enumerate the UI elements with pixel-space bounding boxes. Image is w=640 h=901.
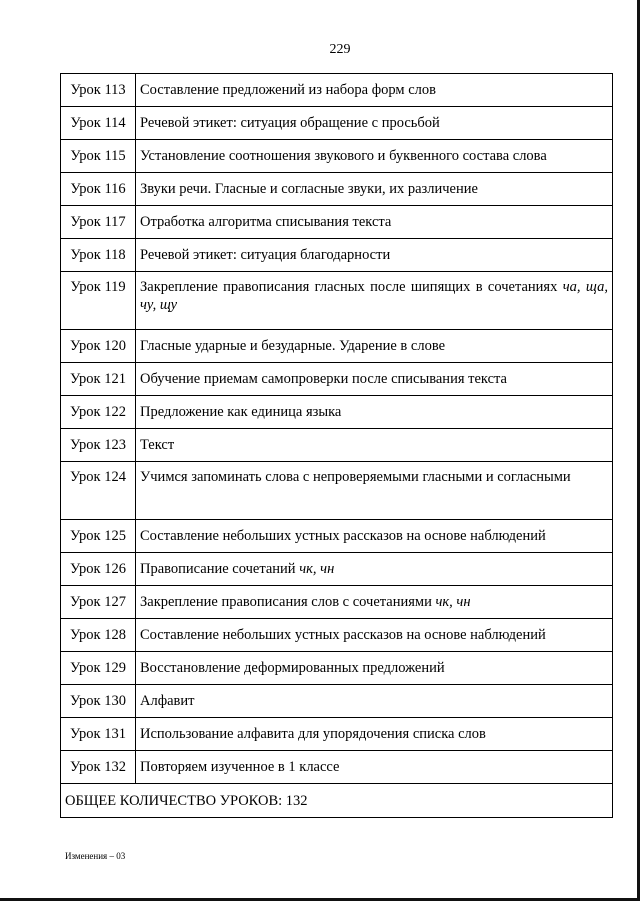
table-row <box>61 553 613 586</box>
lesson-topic: Составление предложений из набора форм слов <box>136 74 613 107</box>
table-row <box>61 685 613 718</box>
lesson-topic: Речевой этикет: ситуация обращение с просьбой <box>136 107 613 140</box>
lesson-number: Урок 126 <box>61 553 136 586</box>
table-row <box>61 396 613 429</box>
lesson-topic: Восстановление деформированных предложений <box>136 652 613 685</box>
table-row <box>61 718 613 751</box>
table-row <box>61 619 613 652</box>
lesson-topic <box>136 586 613 619</box>
table-row <box>61 429 613 462</box>
lesson-topic-text: Закрепление правописания слов с сочетаниями <box>140 594 432 610</box>
total-row <box>61 784 613 818</box>
lesson-number: Урок 117 <box>61 206 136 239</box>
lesson-topic: Составление небольших устных рассказов на основе наблюдений <box>136 619 613 652</box>
lesson-topic: Учимся запоминать слова с непроверяемыми гласными и согласными <box>136 462 613 520</box>
lesson-topic <box>136 553 613 586</box>
lesson-topic: Обучение приемам самопроверки после списывания текста <box>136 363 613 396</box>
lesson-topic-text: Закрепление правописания гласных после шипящих в сочетаниях <box>140 279 558 295</box>
table-row <box>61 239 613 272</box>
lesson-topic: Отработка алгоритма списывания текста <box>136 206 613 239</box>
table-row <box>61 520 613 553</box>
lesson-topic: Текст <box>136 429 613 462</box>
table-row <box>61 140 613 173</box>
lesson-topic-italic: чк, чн <box>299 561 335 577</box>
lesson-topic <box>136 272 613 330</box>
lesson-number: Урок 130 <box>61 685 136 718</box>
lesson-number: Урок 128 <box>61 619 136 652</box>
table-row <box>61 652 613 685</box>
lesson-topic-italic: чк, чн <box>435 594 471 610</box>
lesson-number: Урок 118 <box>61 239 136 272</box>
lesson-topic: Повторяем изученное в 1 классе <box>136 751 613 784</box>
lesson-topic-text: Правописание сочетаний <box>140 561 296 577</box>
table-row <box>61 462 613 520</box>
lesson-topic: Гласные ударные и безударные. Ударение в слове <box>136 330 613 363</box>
lesson-number: Урок 122 <box>61 396 136 429</box>
page-number: 229 <box>329 42 351 57</box>
table-row <box>61 751 613 784</box>
lesson-number: Урок 127 <box>61 586 136 619</box>
lesson-topic: Использование алфавита для упорядочения списка слов <box>136 718 613 751</box>
lesson-number: Урок 121 <box>61 363 136 396</box>
lesson-number: Урок 125 <box>61 520 136 553</box>
lesson-topic: Предложение как единица языка <box>136 396 613 429</box>
lesson-topic: Речевой этикет: ситуация благодарности <box>136 239 613 272</box>
table-row <box>61 586 613 619</box>
table-row <box>61 330 613 363</box>
lesson-number: Урок 123 <box>61 429 136 462</box>
lesson-number: Урок 132 <box>61 751 136 784</box>
lesson-number: Урок 119 <box>61 272 136 330</box>
table-row <box>61 107 613 140</box>
table-row <box>61 363 613 396</box>
lesson-topic: Установление соотношения звукового и буквенного состава слова <box>136 140 613 173</box>
lesson-topic: Алфавит <box>136 685 613 718</box>
lesson-number: Урок 124 <box>61 462 136 520</box>
table-row <box>61 272 613 330</box>
table-row <box>61 173 613 206</box>
lesson-number: Урок 116 <box>61 173 136 206</box>
lesson-number: Урок 113 <box>61 74 136 107</box>
table-row <box>61 74 613 107</box>
lesson-number: Урок 129 <box>61 652 136 685</box>
lesson-number: Урок 115 <box>61 140 136 173</box>
lesson-topic: Звуки речи. Гласные и согласные звуки, их различение <box>136 173 613 206</box>
lesson-topic: Составление небольших устных рассказов на основе наблюдений <box>136 520 613 553</box>
lesson-topic-italic: ча, ща, чу, щу <box>140 279 609 313</box>
lesson-number: Урок 114 <box>61 107 136 140</box>
table-row <box>61 206 613 239</box>
lesson-number: Урок 120 <box>61 330 136 363</box>
lesson-table <box>60 73 613 818</box>
lesson-number: Урок 131 <box>61 718 136 751</box>
total-lessons: ОБЩЕЕ КОЛИЧЕСТВО УРОКОВ: 132 <box>61 784 613 818</box>
footer-note: Изменения – 03 <box>65 851 126 861</box>
